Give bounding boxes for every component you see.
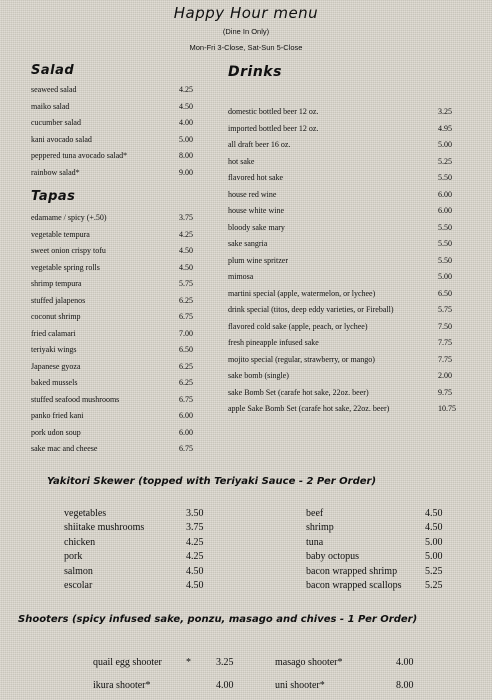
shooter-name: ikura shooter*: [93, 680, 151, 691]
item-price: 6.00: [179, 427, 193, 437]
item-price: 4.25: [179, 229, 193, 239]
item-price: 6.75: [179, 312, 193, 321]
item-name: vegetables: [64, 508, 107, 519]
item-price: 9.75: [438, 387, 452, 397]
item-name: chicken: [64, 536, 96, 548]
item-name: Japanese gyoza: [31, 361, 81, 371]
item-name: flavored hot sake: [228, 173, 284, 182]
item-name: peppered tuna avocado salad*: [31, 151, 128, 160]
yakitori-heading: Yakitori Skewer (topped with Teriyaki Sauce - 2 Per Order): [47, 476, 377, 487]
tapas-heading: Tapas: [31, 189, 76, 204]
item-price: 8.00: [179, 151, 193, 160]
item-name: shiitake mushrooms: [64, 522, 145, 534]
item-price: 4.25: [186, 536, 204, 548]
item-price: 6.50: [179, 345, 193, 354]
item-price: 5.50: [438, 255, 452, 265]
shooter-price: 3.25: [216, 657, 234, 668]
item-price: 7.00: [179, 328, 193, 338]
shooter-name: masago shooter*: [275, 657, 343, 668]
item-name: martini special (apple, watermelon, or lychee): [228, 288, 376, 298]
item-price: 6.00: [179, 411, 193, 420]
item-name: teriyaki wings: [31, 345, 77, 354]
item-name: pork: [64, 551, 83, 563]
item-name: vegetable tempura: [31, 229, 90, 239]
item-price: 6.00: [438, 189, 452, 199]
shooters-heading: Shooters (spicy infused sake, ponzu, masago and chives - 1 Per Order): [18, 614, 418, 625]
item-price: 5.00: [425, 536, 443, 548]
dine-in-note: (Dine In Only): [222, 27, 270, 36]
item-price: 10.75: [438, 404, 456, 413]
item-price: 4.50: [186, 565, 204, 577]
item-price: 4.95: [438, 123, 452, 133]
item-price: 5.25: [438, 156, 452, 166]
item-name: sake mac and cheese: [31, 444, 98, 453]
item-name: stuffed jalapenos: [31, 295, 86, 305]
hours-note: Mon-Fri 3-Close, Sat-Sun 5-Close: [189, 43, 303, 52]
item-name: edamame / spicy (+.50): [31, 213, 107, 222]
item-name: fried calamari: [31, 328, 76, 338]
item-name: seaweed salad: [31, 85, 77, 94]
item-price: 7.50: [438, 321, 452, 331]
shooter-name: uni shooter*: [275, 680, 325, 691]
item-name: fresh pineapple infused sake: [228, 338, 319, 347]
item-price: 5.25: [425, 565, 443, 577]
item-name: bloody sake mary: [228, 222, 285, 232]
shooter-star: *: [186, 657, 191, 668]
shooter-name: quail egg shooter: [93, 657, 162, 668]
item-price: 5.00: [179, 134, 193, 144]
item-name: vegetable spring rolls: [31, 262, 100, 272]
item-name: sake Bomb Set (carafe hot sake, 22oz. beer): [228, 387, 369, 397]
item-price: 3.75: [179, 213, 193, 222]
item-name: mimosa: [228, 272, 254, 281]
item-name: baked mussels: [31, 378, 78, 387]
item-price: 3.25: [438, 107, 452, 116]
drinks-heading: Drinks: [228, 64, 282, 80]
item-price: 9.00: [179, 167, 193, 177]
item-name: rainbow salad*: [31, 167, 80, 177]
item-price: 7.75: [438, 338, 452, 347]
shooter-price: 8.00: [396, 680, 414, 691]
shooter-price: 4.00: [216, 680, 234, 691]
item-name: bacon wrapped scallops: [306, 579, 402, 591]
item-name: tuna: [306, 536, 324, 548]
item-price: 6.25: [179, 378, 193, 387]
item-name: pork udon soup: [31, 427, 81, 437]
item-price: 6.75: [179, 444, 193, 453]
item-name: bacon wrapped shrimp: [306, 565, 398, 577]
item-name: beef: [306, 508, 324, 519]
item-name: coconut shrimp: [31, 312, 81, 321]
item-name: house white wine: [228, 206, 284, 215]
item-price: 5.00: [438, 272, 452, 281]
item-name: apple Sake Bomb Set (carafe hot sake, 22oz. beer): [228, 404, 390, 413]
item-price: 5.50: [438, 239, 452, 248]
item-name: panko fried kani: [31, 411, 84, 420]
item-name: drink special (titos, deep eddy varieties, or Fireball): [228, 305, 394, 314]
shooter-price: 4.00: [396, 657, 414, 668]
item-price: 4.50: [179, 246, 193, 255]
item-price: 6.25: [179, 361, 193, 371]
item-name: shrimp tempura: [31, 279, 82, 288]
item-name: salmon: [64, 565, 93, 577]
item-price: 6.75: [179, 394, 193, 404]
item-price: 6.00: [438, 206, 452, 215]
item-name: hot sake: [228, 156, 255, 166]
item-price: 4.00: [179, 118, 193, 127]
item-price: 4.50: [179, 101, 193, 111]
item-price: 3.50: [186, 508, 204, 519]
item-name: domestic bottled beer 12 oz.: [228, 107, 319, 116]
item-price: 4.50: [179, 262, 193, 272]
item-name: sweet onion crispy tofu: [31, 246, 106, 255]
item-name: sake sangria: [228, 239, 268, 248]
item-name: sake bomb (single): [228, 371, 289, 380]
item-price: 4.25: [186, 551, 204, 563]
item-price: 4.50: [425, 522, 443, 534]
item-price: 6.25: [179, 295, 193, 305]
item-price: 4.25: [179, 85, 193, 94]
item-price: 5.25: [425, 579, 443, 591]
item-price: 3.75: [186, 522, 204, 534]
item-name: mojito special (regular, strawberry, or mango): [228, 354, 375, 364]
item-name: cucumber salad: [31, 118, 81, 127]
item-price: 4.50: [425, 508, 443, 519]
item-name: plum wine spritzer: [228, 255, 288, 265]
item-name: imported bottled beer 12 oz.: [228, 123, 319, 133]
item-name: baby octopus: [306, 551, 360, 563]
item-price: 5.00: [438, 140, 452, 149]
item-name: kani avocado salad: [31, 134, 92, 144]
item-price: 5.50: [438, 173, 452, 182]
item-name: shrimp: [306, 522, 334, 534]
item-price: 7.75: [438, 354, 452, 364]
item-price: 2.00: [438, 371, 452, 380]
item-price: 5.50: [438, 222, 452, 232]
item-price: 5.75: [438, 305, 452, 314]
item-name: stuffed seafood mushrooms: [31, 394, 120, 404]
item-price: 4.50: [186, 579, 204, 591]
menu-title: Happy Hour menu: [173, 4, 319, 22]
item-name: escolar: [64, 579, 93, 591]
item-price: 6.50: [438, 288, 452, 298]
salad-heading: Salad: [31, 63, 75, 78]
item-name: all draft beer 16 oz.: [228, 140, 291, 149]
item-price: 5.75: [179, 279, 193, 288]
item-name: flavored cold sake (apple, peach, or lychee): [228, 321, 368, 331]
item-name: maiko salad: [31, 101, 70, 111]
item-price: 5.00: [425, 551, 443, 563]
item-name: house red wine: [228, 189, 277, 199]
